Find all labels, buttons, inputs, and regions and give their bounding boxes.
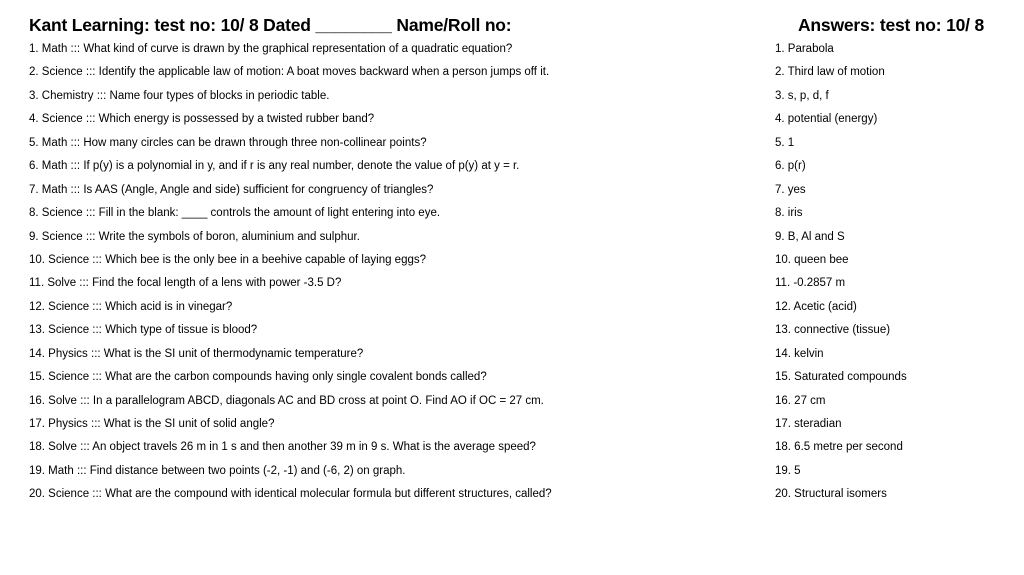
question-item: 9. Science ::: Write the symbols of boron, aluminium and sulphur. (29, 230, 360, 243)
question-item: 7. Math ::: Is AAS (Angle, Angle and side) sufficient for congruency of triangles? (29, 183, 434, 196)
question-item: 2. Science ::: Identify the applicable law of motion: A boat moves backward when a person jumps off it. (29, 66, 550, 79)
answer-item: 13. connective (tissue) (775, 324, 891, 337)
questions-list (29, 41, 759, 510)
answer-item: 5. 1 (775, 136, 795, 149)
question-item: 12. Science ::: Which acid is in vinegar? (29, 300, 233, 313)
question-item: 13. Science ::: Which type of tissue is blood? (29, 324, 258, 337)
answer-item: 8. iris (775, 207, 803, 220)
answer-item: 7. yes (775, 183, 806, 196)
question-item: 19. Math ::: Find distance between two points (-2, -1) and (-6, 2) on graph. (29, 464, 406, 477)
question-item: 15. Science ::: What are the carbon compounds having only single covalent bonds called? (29, 371, 487, 384)
answer-item: 18. 6.5 metre per second (775, 441, 903, 454)
answer-item: 3. s, p, d, f (775, 89, 829, 102)
question-item: 4. Science ::: Which energy is possessed by a twisted rubber band? (29, 113, 375, 126)
answer-item: 19. 5 (775, 464, 801, 477)
answer-item: 9. B, Al and S (775, 230, 845, 243)
question-item: 17. Physics ::: What is the SI unit of solid angle? (29, 418, 275, 430)
question-item: 18. Solve ::: An object travels 26 m in 1 s and then another 39 m in 9 s. What is the average speed? (29, 441, 536, 454)
answer-item: 15. Saturated compounds (775, 371, 907, 384)
question-item: 5. Math ::: How many circles can be drawn through three non-collinear points? (29, 136, 427, 149)
answer-item: 12. Acetic (acid) (775, 300, 857, 313)
question-item: 3. Chemistry ::: Name four types of blocks in periodic table. (29, 89, 330, 102)
answer-item: 17. steradian (775, 418, 842, 430)
answer-item: 4. potential (energy) (775, 113, 878, 126)
answer-item: 1. Parabola (775, 43, 834, 55)
test-title: Kant Learning: test no: 10/ 8 Dated ________ Name/Roll no: (29, 15, 512, 35)
answer-item: 10. queen bee (775, 253, 849, 266)
question-item: 20. Science ::: What are the compound with identical molecular formula but different structures, called? (29, 488, 552, 501)
question-item: 8. Science ::: Fill in the blank: ____ controls the amount of light entering into eye. (29, 207, 441, 220)
answer-item: 2. Third law of motion (775, 66, 885, 79)
question-item: 6. Math ::: If p(y) is a polynomial in y, and if r is any real number, denote the value of p(y) at y = r. (29, 160, 520, 173)
answer-item: 14. kelvin (775, 347, 824, 360)
question-item: 10. Science ::: Which bee is the only bee in a beehive capable of laying eggs? (29, 253, 427, 266)
answer-item: 6. p(r) (775, 160, 806, 173)
question-item: 1. Math ::: What kind of curve is drawn by the graphical representation of a quadratic equation? (29, 43, 513, 55)
answers-list (775, 41, 995, 510)
answer-item: 11. -0.2857 m (775, 277, 846, 290)
answer-item: 16. 27 cm (775, 394, 826, 407)
answer-item: 20. Structural isomers (775, 488, 887, 501)
question-item: 11. Solve ::: Find the focal length of a lens with power -3.5 D? (29, 277, 342, 290)
answers-title: Answers: test no: 10/ 8 (797, 15, 984, 35)
question-item: 14. Physics ::: What is the SI unit of thermodynamic temperature? (29, 347, 364, 360)
question-item: 16. Solve ::: In a parallelogram ABCD, diagonals AC and BD cross at point O. Find AO if OC = 27 cm. (29, 394, 544, 407)
